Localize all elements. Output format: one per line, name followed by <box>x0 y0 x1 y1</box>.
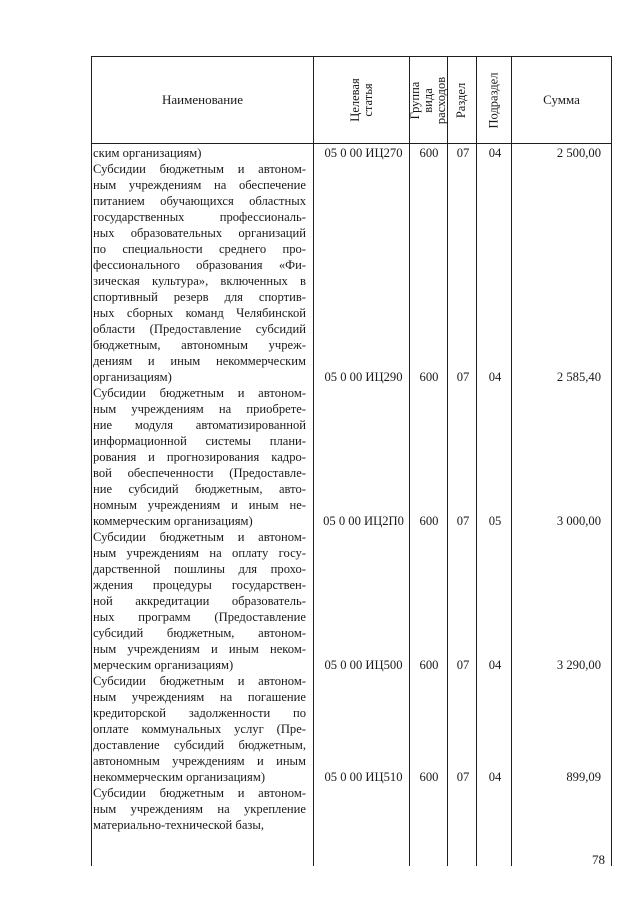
row-name-line: ной аккредитации образователь- <box>93 594 306 608</box>
row-subsection: 05 <box>488 514 502 528</box>
row-name-line: области (Предоставление субсидий <box>93 322 306 336</box>
row-subsection: 04 <box>488 770 502 784</box>
row-amount: 3 000,00 <box>556 514 601 528</box>
row-name-line: Субсидии бюджетным и автоном- <box>93 530 306 544</box>
row-section: 07 <box>456 146 470 160</box>
header-target-article-label: Целевая статья <box>347 78 375 122</box>
row-subsection: 04 <box>488 146 502 160</box>
header-subsection <box>477 57 511 143</box>
row-name-line: ным учреждениям на приобрете- <box>93 402 306 416</box>
row-name-line: Субсидии бюджетным и автоном- <box>93 786 306 800</box>
row-amount: 3 290,00 <box>556 658 601 672</box>
row-code: 05 0 00 ИЦ2П0 <box>323 514 404 528</box>
col-border-group <box>447 56 448 866</box>
row-name-line: ждения процедуры государствен- <box>93 578 306 592</box>
row-code: 05 0 00 ИЦ290 <box>324 370 403 384</box>
header-amount-label: Сумма <box>543 92 580 107</box>
row-code: 05 0 00 ИЦ500 <box>324 658 403 672</box>
row-amount: 2 585,40 <box>556 370 601 384</box>
row-group: 600 <box>419 658 439 672</box>
row-name-line: по специальности среднего про- <box>93 242 306 256</box>
row-section: 07 <box>456 514 470 528</box>
row-name <box>93 161 306 385</box>
row-subsection: 04 <box>488 370 502 384</box>
row-name-line: мерческим организациям) <box>93 658 234 672</box>
row-name-line: зическая культура», включенных в <box>93 274 306 288</box>
row-name <box>93 385 306 529</box>
row-name-line: Субсидии бюджетным и автоном- <box>93 162 306 176</box>
header-expense-group-label: Группа вида расходов <box>408 76 449 124</box>
row-name-line: спортивный резерв для спортив- <box>93 290 306 304</box>
row-section: 07 <box>456 770 470 784</box>
row-name-line: ным учреждениям на укрепление <box>93 802 306 816</box>
header-amount <box>512 57 611 143</box>
row-name-line: оплате коммунальных услуг (Пре- <box>93 722 306 736</box>
row-name-line: Субсидии бюджетным и автоном- <box>93 674 306 688</box>
row-name-line: дениям и иным некоммерческим <box>93 354 306 368</box>
row-name <box>93 145 306 161</box>
row-name-line: ным учреждениям на оплату госу- <box>93 546 306 560</box>
col-border-name <box>313 56 314 866</box>
row-name <box>93 529 306 673</box>
page-number: 78 <box>592 852 605 867</box>
header-bottom-border <box>91 143 612 144</box>
row-name-line: ным учреждениям и иным неком- <box>93 642 306 656</box>
header-subsection-label: Подраздел <box>486 72 501 128</box>
row-name-line: материально-технической базы, <box>93 818 265 832</box>
row-name <box>93 785 306 833</box>
header-section-label: Раздел <box>454 82 469 118</box>
row-name-line: информационной системы плани- <box>93 434 306 448</box>
header-name <box>92 57 313 143</box>
row-subsection: 04 <box>488 658 502 672</box>
row-name <box>93 673 306 785</box>
row-name-line: ным учреждениям на обеспечение <box>93 178 306 192</box>
col-border-right <box>611 56 612 866</box>
row-name-line: ским организациям) <box>93 146 202 160</box>
row-group: 600 <box>419 770 439 784</box>
row-code: 05 0 00 ИЦ270 <box>324 146 403 160</box>
row-name-line: некоммерческим организациям) <box>93 770 266 784</box>
row-name-line: ние модуля автоматизированной <box>93 418 306 432</box>
row-name-line: доставление субсидий бюджетным, <box>93 738 306 752</box>
row-group: 600 <box>419 146 439 160</box>
row-name-line: вой обеспеченности (Предоставле- <box>93 466 306 480</box>
row-name-line: Субсидии бюджетным и автоном- <box>93 386 306 400</box>
row-amount: 2 500,00 <box>556 146 601 160</box>
row-code: 05 0 00 ИЦ510 <box>324 770 403 784</box>
row-name-line: субсидий бюджетным, автоном- <box>93 626 306 640</box>
header-section <box>448 57 476 143</box>
row-section: 07 <box>456 658 470 672</box>
row-name-line: ных программ (Предоставление <box>93 610 306 624</box>
row-name-line: рования и прогнозирования кадро- <box>93 450 306 464</box>
row-name-line: автономным учреждениям и иным <box>93 754 306 768</box>
header-expense-group <box>410 57 447 143</box>
row-group: 600 <box>419 370 439 384</box>
header-name-label: Наименование <box>162 92 243 107</box>
row-name-line: кредиторской задолженности по <box>93 706 306 720</box>
row-group: 600 <box>419 514 439 528</box>
row-name-line: питанием обучающихся областных <box>93 194 306 208</box>
col-border-section <box>476 56 477 866</box>
col-border-left <box>91 56 92 866</box>
row-section: 07 <box>456 370 470 384</box>
header-target-article <box>314 57 409 143</box>
row-name-line: государственных профессиональ- <box>93 210 306 224</box>
row-amount: 899,09 <box>566 770 601 784</box>
row-name-line: ных сборных команд Челябинской <box>93 306 306 320</box>
col-border-code <box>409 56 410 866</box>
row-name-line: ным учреждениям на погашение <box>93 690 306 704</box>
row-name-line: ние субсидий бюджетным, авто- <box>93 482 306 496</box>
row-name-line: дарственной пошлины для прохо- <box>93 562 306 576</box>
row-name-line: организациям) <box>93 370 172 384</box>
col-border-subsection <box>511 56 512 866</box>
row-name-line: номным учреждениям и иным не- <box>93 498 306 512</box>
row-name-line: ных образовательных организаций <box>93 226 306 240</box>
row-name-line: коммерческим организациям) <box>93 514 253 528</box>
row-name-line: бюджетным, автономным учреж- <box>93 338 306 352</box>
row-name-line: фессионального образования «Фи- <box>93 258 306 272</box>
